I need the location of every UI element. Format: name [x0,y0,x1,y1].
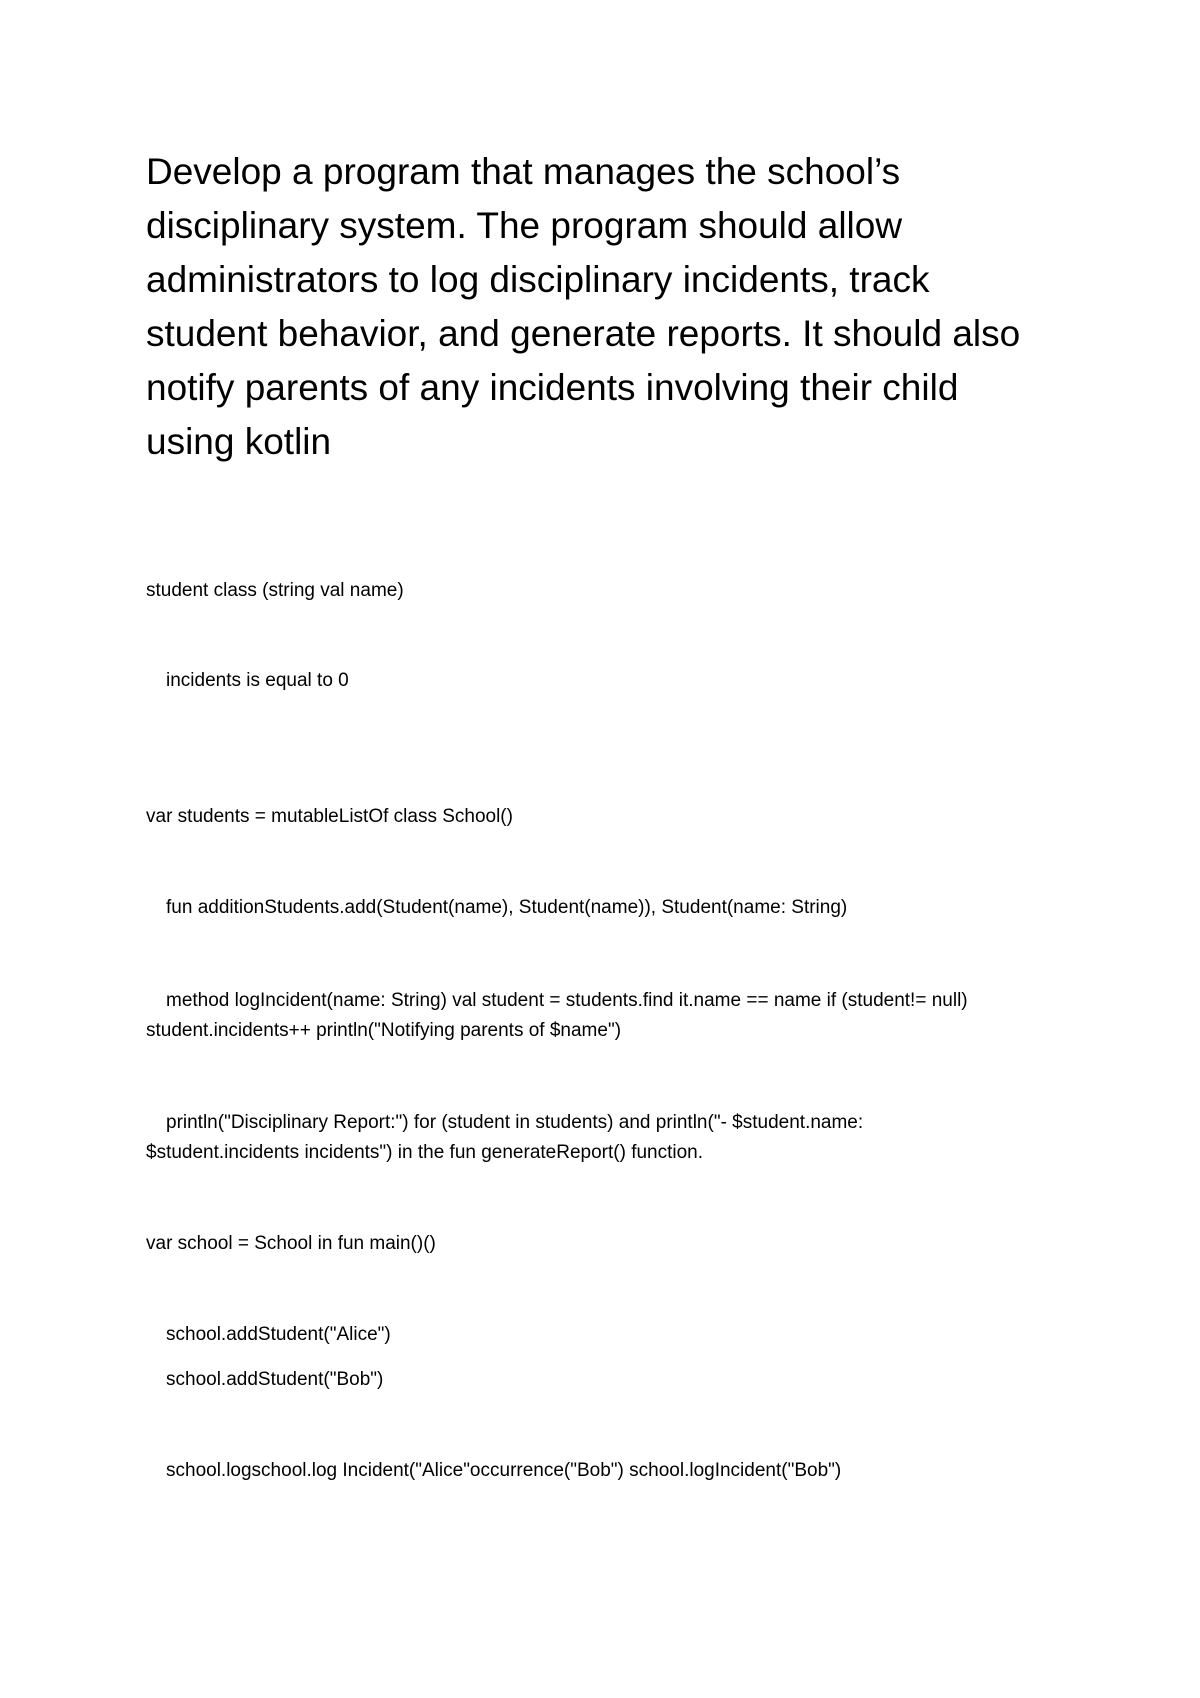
code-line-add-bob: school.addStudent("Bob") [166,1369,384,1390]
code-line-report-continued: $student.incidents incidents") in the fun generateReport() function. [146,1142,704,1163]
code-line-log-calls: school.logschool.log Incident("Alice"occurrence("Bob") school.logIncident("Bob") [166,1460,842,1481]
code-line-log-incident: method logIncident(name: String) val student = students.find it.name == name if (student!= null) [166,990,968,1011]
code-line-add-students: fun additionStudents.add(Student(name), Student(name)), Student(name: String) [166,897,848,918]
code-line-notify-parents: student.incidents++ println("Notifying parents of $name") [146,1020,622,1041]
code-line-main: var school = School in fun main()() [146,1233,436,1254]
task-heading: Develop a program that manages the school’s disciplinary system. The program should allow administrators to log disciplinary incidents, track student behavior, and generate reports. It should also notify parents of any incidents involving their child using kotlin [146,151,1021,462]
code-line-add-alice: school.addStudent("Alice") [166,1324,391,1345]
code-line-report: println("Disciplinary Report:") for (student in students) and println("- $student.name: [166,1112,864,1133]
code-line-incidents: incidents is equal to 0 [166,670,349,691]
code-line-students-list: var students = mutableListOf class School() [146,806,513,827]
code-line-student-class: student class (string val name) [146,580,404,601]
